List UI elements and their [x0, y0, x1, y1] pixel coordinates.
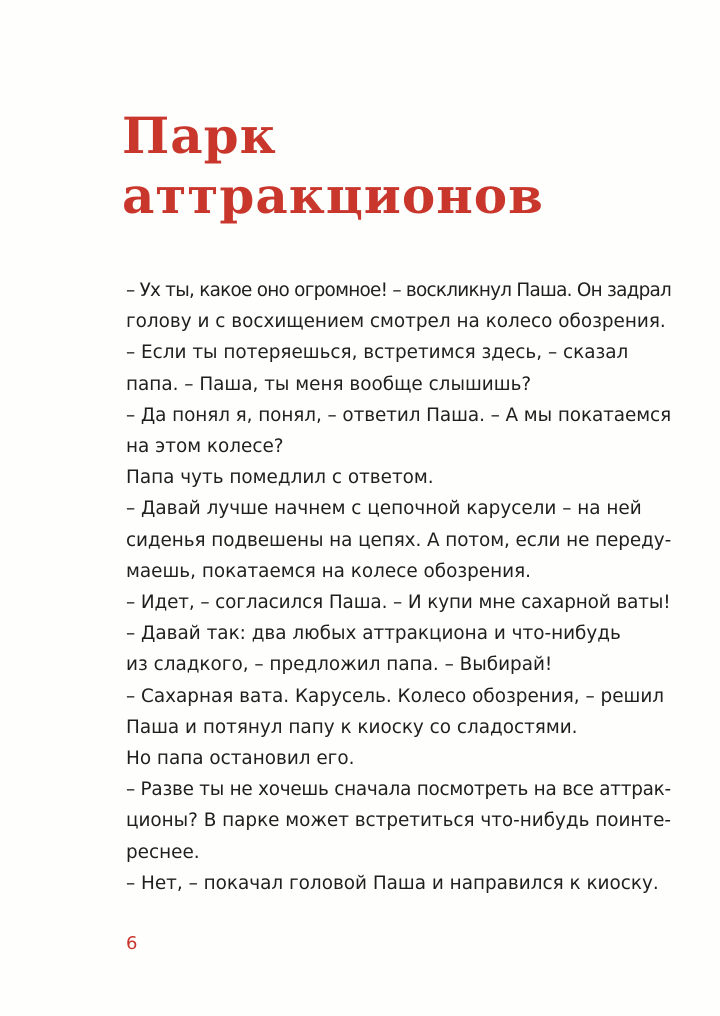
text-line: Но папа остановил его.: [126, 748, 355, 770]
chapter-title: [122, 106, 544, 226]
text-line: папа. – Паша, ты меня вообще слышишь?: [126, 373, 532, 395]
text-line: – Ух ты, какое оно огромное! – воскликнул Паша. Он задрал: [126, 280, 672, 301]
text-line: – Давай лучше начнем с цепочной карусели – на ней: [126, 498, 642, 520]
text-line: Паша и потянул папу к киоску со сладостями.: [126, 716, 578, 738]
text-line: сиденья подвешены на цепях. А потом, если не переду-: [126, 529, 672, 551]
text-line: – Да понял я, понял, – ответил Паша. – А мы покатаемся: [126, 404, 672, 426]
text-line: Папа чуть помедлил с ответом.: [126, 467, 434, 489]
chapter-title-line-2: аттракционов: [122, 166, 544, 225]
text-line: – Давай так: два любых аттракциона и что-нибудь: [126, 623, 621, 645]
text-line: – Если ты потеряешься, встретимся здесь, – сказал: [126, 342, 629, 364]
text-line: – Нет, – покачал головой Паша и направился к киоску.: [126, 872, 659, 894]
story-text: [126, 275, 672, 899]
text-line: – Идет, – согласился Паша. – И купи мне сахарной ваты!: [126, 592, 671, 614]
text-line: маешь, покатаемся на колесе обозрения.: [126, 560, 531, 582]
text-line: на этом колесе?: [126, 436, 284, 458]
page-number: 6: [126, 933, 138, 954]
text-line: ционы? В парке может встретиться что-нибудь поинте-: [126, 810, 672, 832]
text-line: – Сахарная вата. Карусель. Колесо обозрения, – решил: [126, 685, 665, 707]
text-line: голову и с восхищением смотрел на колесо обозрения.: [126, 311, 666, 333]
chapter-title-line-1: Парк: [122, 106, 277, 165]
text-line: из сладкого, – предложил папа. – Выбирай!: [126, 654, 553, 676]
text-line: реснее.: [126, 841, 200, 863]
text-line: – Разве ты не хочешь сначала посмотреть на все аттрак-: [126, 779, 671, 801]
